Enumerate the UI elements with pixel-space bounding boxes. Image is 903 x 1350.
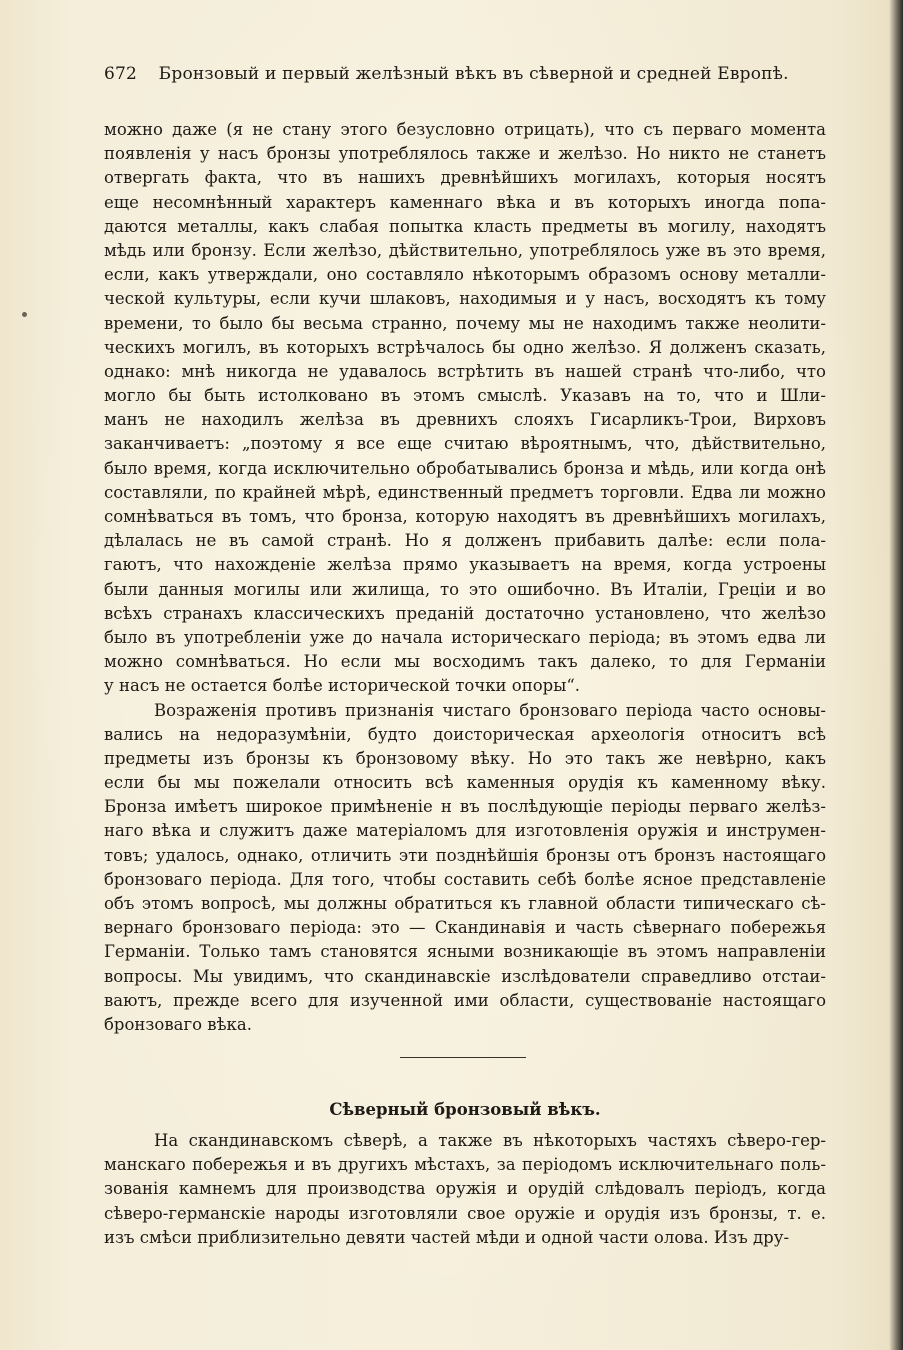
- text-line: если, какъ утверждали, оно составляло нѣкоторымъ образомъ основу металли-: [104, 265, 826, 285]
- text-line: объ этомъ вопросѣ, мы должны обратиться къ главной области типическаго сѣ-: [104, 894, 826, 913]
- text-line: На скандинавскомъ сѣверѣ, а также въ нѣкоторыхъ частяхъ сѣверо-гер-: [154, 1131, 826, 1150]
- paragraph-2: [104, 699, 826, 1038]
- text-line: могло бы быть истолковано въ этомъ смыслѣ. Указавъ на то, что и Шли-: [104, 386, 826, 406]
- text-line: было въ употребленіи уже до начала историческаго періода; въ этомъ едва ли: [104, 627, 826, 647]
- text-line: наго вѣка и служитъ даже матеріаломъ для изготовленія оружія и инструмен-: [104, 821, 826, 841]
- text-line: если бы мы пожелали относить всѣ каменныя орудія къ каменному вѣку.: [104, 773, 826, 793]
- text-line: даются металлы, какъ слабая попытка класть предметы въ могилу, находятъ: [104, 216, 826, 236]
- text-line: предметы изъ бронзы къ бронзовому вѣку. Но это такъ же невѣрно, какъ: [104, 748, 826, 768]
- text-line: еще несомнѣнный характеръ каменнаго вѣка и въ которыхъ иногда попа-: [104, 192, 826, 212]
- text-line: ваютъ, прежде всего для изученной ими области, существованіе настоящаго: [104, 990, 826, 1010]
- text-line: манскаго побережья и въ другихъ мѣстахъ, за періодомъ исключительнаго поль-: [104, 1155, 826, 1175]
- main-text: [104, 118, 826, 1037]
- text-line: товъ; удалось, однако, отличить эти позднѣйшія бронзы отъ бронзъ настоящаго: [104, 845, 826, 865]
- text-line: можно сомнѣваться. Но если мы восходимъ такъ далеко, то для Германіи: [104, 652, 826, 672]
- text-line: заканчиваетъ: „поэтому я все еще считаю вѣроятнымъ, что, дѣйствительно,: [104, 434, 826, 454]
- page-edge-shadow: [889, 0, 903, 1350]
- text-line: отвергать факта, что въ нашихъ древнѣйшихъ могилахъ, которыя носятъ: [104, 168, 826, 188]
- text-line: однако: мнѣ никогда не удавалось встрѣтить въ нашей странѣ что-либо, что: [104, 361, 826, 381]
- text-line: зованія камнемъ для производства оружія и орудій слѣдовалъ періодъ, когда: [104, 1179, 826, 1199]
- text-line: можно даже (я не стану этого безусловно отрицать), что съ перваго момента: [104, 120, 826, 139]
- section-divider: [400, 1057, 526, 1058]
- text-line: гаютъ, что нахожденіе желѣза прямо указываетъ на время, когда устроены: [104, 555, 826, 575]
- text-line: сомнѣваться въ томъ, что бронза, которую находятъ въ древнѣйшихъ могилахъ,: [104, 507, 826, 526]
- section-title: Сѣверный бронзовый вѣкъ.: [329, 1100, 601, 1119]
- text-line: манъ не находилъ желѣза въ древнихъ слояхъ Гисарликъ-Трои, Вирховъ: [104, 410, 826, 430]
- text-line: было время, когда исключительно обробатывались бронза и мѣдь, или когда онѣ: [104, 458, 826, 478]
- text-line: появленія у насъ бронзы употреблялось также и желѣзо. Но никто не станетъ: [104, 144, 826, 164]
- text-line: составляли, по крайней мѣрѣ, единственный предметъ торговли. Едва ли можно: [104, 482, 826, 502]
- text-line: бронзоваго періода. Для того, чтобы составить себѣ болѣе ясное представленіе: [104, 869, 826, 889]
- page-number: 672: [104, 64, 138, 84]
- text-line: Германіи. Только тамъ становятся ясными возникающіе въ этомъ направленіи: [104, 942, 826, 962]
- text-line: бронзоваго вѣка.: [104, 1014, 252, 1034]
- text-line: изъ смѣси приблизительно девяти частей мѣди и одной части олова. Изъ дру-: [104, 1227, 790, 1247]
- running-title: Бронзовый и первый желѣзный вѣкъ въ сѣверной и средней Европѣ.: [158, 64, 789, 84]
- paper-spot: [22, 312, 27, 317]
- text-line: дѣлалась не въ самой странѣ. Но я долженъ прибавить далѣе: если пола-: [104, 531, 826, 551]
- text-line: Возраженія противъ признанія чистаго бронзоваго періода часто основы-: [154, 700, 826, 720]
- text-line: ческой культуры, если кучи шлаковъ, находимыя и у насъ, восходятъ къ тому: [104, 289, 826, 309]
- text-line: у насъ не остается болѣе исторической точки опоры“.: [104, 676, 581, 696]
- text-line: вались на недоразумѣніи, будто доисторическая археологія относитъ всѣ: [104, 724, 826, 744]
- paragraph-1: [104, 118, 826, 699]
- text-line: всѣхъ странахъ классическихъ преданій достаточно установлено, что желѣзо: [104, 603, 826, 623]
- text-line: вернаго бронзоваго періода: это — Скандинавія и часть сѣвернаго побережья: [104, 918, 826, 938]
- text-line: времени, то было бы весьма странно, почему мы не находимъ также неолити-: [104, 313, 826, 333]
- text-line: вопросы. Мы увидимъ, что скандинавскіе изслѣдователи справедливо отстаи-: [104, 966, 826, 986]
- text-line: мѣдь или бронзу. Если желѣзо, дѣйствительно, употреблялось уже въ это время,: [104, 240, 826, 260]
- text-line: сѣверо-германскіе народы изготовляли свое оружіе и орудія изъ бронзы, т. е.: [104, 1203, 826, 1223]
- text-line: Бронза имѣетъ широкое примѣненіе н въ послѣдующіе періоды перваго желѣз-: [104, 797, 826, 817]
- section-text: [104, 1129, 826, 1250]
- text-line: были данныя могилы или жилища, то это ошибочно. Въ Италіи, Греціи и во: [104, 579, 826, 599]
- running-header: [104, 64, 804, 84]
- text-line: ческихъ могилъ, въ которыхъ встрѣчалось бы одно желѣзо. Я долженъ сказать,: [104, 337, 826, 357]
